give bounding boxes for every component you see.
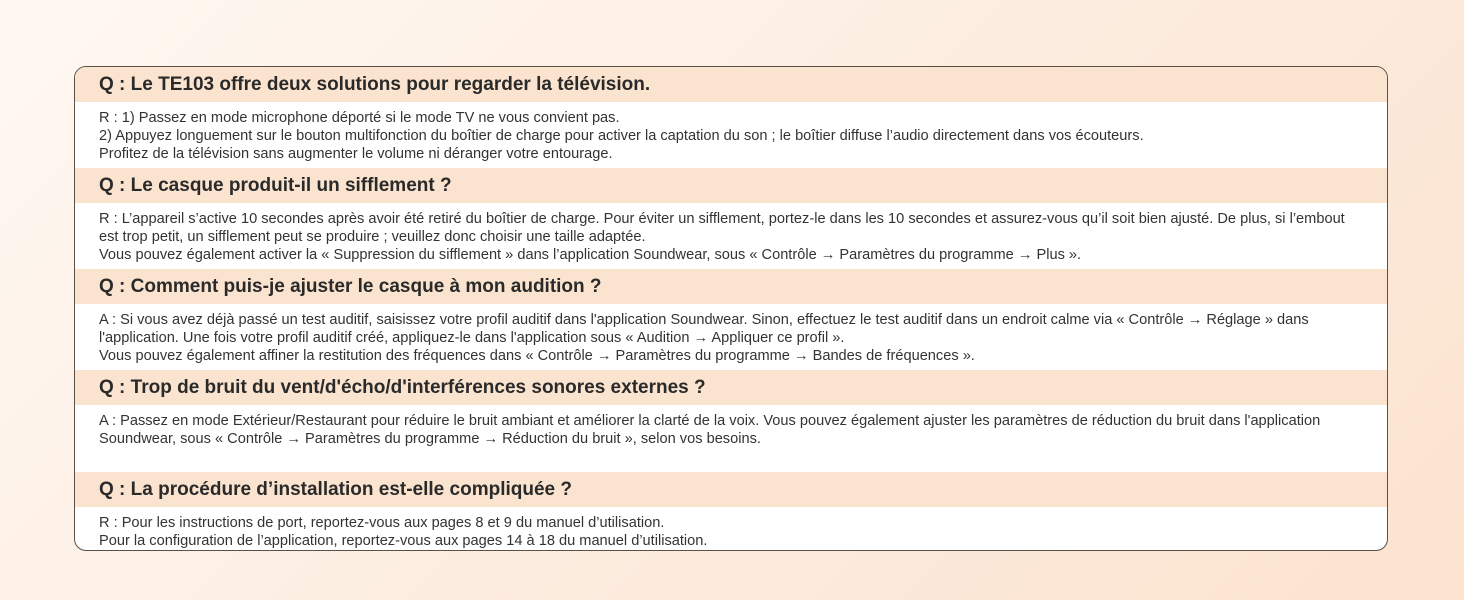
faq-item-tv xyxy=(75,67,1387,163)
faq-item-whistling xyxy=(75,168,1387,264)
faq-question: Q : Comment puis-je ajuster le casque à mon audition ? xyxy=(75,269,1387,304)
faq-card xyxy=(74,66,1388,551)
answer-line: R : L’appareil s’active 10 secondes après avoir été retiré du boîtier de charge. Pour éviter un sifflement, portez-le dans les 10 secondes et assurez-vous qu’il soit bien ajusté. De plus, si l’embout est trop petit, un sifflement peut se produire ; veuillez donc choisir une taille adaptée. xyxy=(99,211,1345,245)
faq-answer xyxy=(75,304,1387,365)
faq-answer xyxy=(75,405,1387,448)
faq-question: Q : La procédure d’installation est-elle compliquée ? xyxy=(75,472,1387,507)
faq-answer xyxy=(75,102,1387,163)
faq-answer xyxy=(75,203,1387,264)
answer-line: Vous pouvez également affiner la restitution des fréquences dans « Contrôle → Paramètres du programme → Bandes de fréquences ». xyxy=(99,348,975,364)
faq-question: Q : Trop de bruit du vent/d'écho/d'interférences sonores externes ? xyxy=(75,370,1387,405)
faq-question: Q : Le TE103 offre deux solutions pour regarder la télévision. xyxy=(75,67,1387,102)
answer-line: Pour la configuration de l’application, reportez-vous aux pages 14 à 18 du manuel d’utilisation. xyxy=(99,533,708,549)
faq-item-noise xyxy=(75,370,1387,448)
answer-line: Vous pouvez également activer la « Suppression du sifflement » dans l’application Soundwear, sous « Contrôle → Paramètres du programme → Plus ». xyxy=(99,247,1082,263)
answer-line: R : Pour les instructions de port, reportez-vous aux pages 8 et 9 du manuel d’utilisation. xyxy=(99,515,665,531)
faq-item-hearing-adjust xyxy=(75,269,1387,365)
faq-question: Q : Le casque produit-il un sifflement ? xyxy=(75,168,1387,203)
faq-item-installation xyxy=(75,472,1387,550)
answer-line: A : Si vous avez déjà passé un test auditif, saisissez votre profil auditif dans l'application Soundwear. Sinon, effectuez le test auditif dans un endroit calme via « Contrôle → Réglage » dans l'application. Une fois votre profil auditif créé, appliquez-le dans l'application sous « Audition → Appliquer ce profil ». xyxy=(99,312,1309,346)
answer-line: 2) Appuyez longuement sur le bouton multifonction du boîtier de charge pour activer la captation du son ; le boîtier diffuse l’audio directement dans vos écouteurs. xyxy=(99,128,1144,144)
faq-answer xyxy=(75,507,1387,550)
answer-line: R : 1) Passez en mode microphone déporté si le mode TV ne vous convient pas. xyxy=(99,110,620,126)
answer-line: A : Passez en mode Extérieur/Restaurant pour réduire le bruit ambiant et améliorer la clarté de la voix. Vous pouvez également ajuster les paramètres de réduction du bruit dans l'application Soundwear, sous « Contrôle → Paramètres du programme → Réduction du bruit », selon vos besoins. xyxy=(99,413,1321,447)
answer-line: Profitez de la télévision sans augmenter le volume ni déranger votre entourage. xyxy=(99,146,613,162)
